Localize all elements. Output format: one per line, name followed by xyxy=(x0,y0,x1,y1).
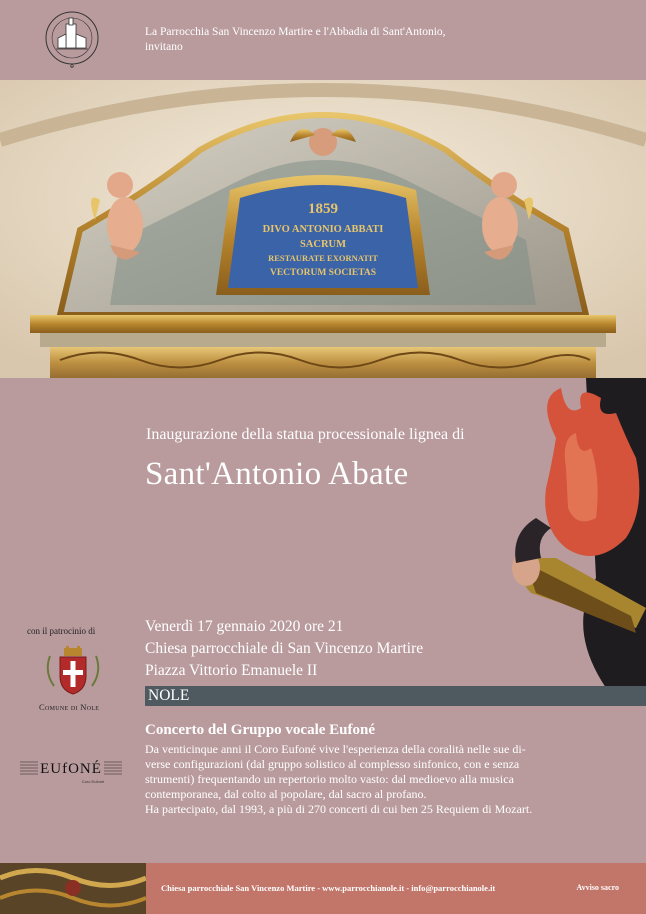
svg-text:✠: ✠ xyxy=(69,65,75,70)
plaque-line-4: VECTORUM SOCIETAS xyxy=(269,268,377,278)
concert-title: Concerto del Gruppo vocale Eufoné xyxy=(145,722,375,738)
statue-illustration xyxy=(506,378,646,688)
concert-description xyxy=(145,742,585,817)
concert-line-5: Ha partecipato, dal 1993, a più di 270 concerti di cui ben 25 Requiem di Mozart. xyxy=(145,802,533,816)
eufone-logo-text: EUfONÉ xyxy=(40,761,102,777)
concert-line-3: strumenti) frequentando un repertorio molto vasto: dal medioevo alla musica xyxy=(145,772,514,786)
footer-bar xyxy=(146,863,646,914)
parish-seal-icon xyxy=(44,8,100,70)
event-subtitle: Inaugurazione della statua processionale lignea di xyxy=(146,426,465,443)
concert-line-4: contemporanea, dal colto al popolare, dal sacro al profano. xyxy=(145,787,427,801)
footer-tag: Avviso sacro xyxy=(576,883,619,892)
event-church: Chiesa parrocchiale di San Vincenzo Martire xyxy=(145,640,424,657)
event-title: Sant'Antonio Abate xyxy=(145,456,409,492)
header xyxy=(0,0,646,80)
comune-name: Comune di Nole xyxy=(39,702,100,712)
concert-line-2: verse configurazioni (dal gruppo solistico al complesso sinfonico, con e senza xyxy=(145,757,520,771)
invitation-text xyxy=(145,25,475,55)
invite-line-1: La Parrocchia San Vincenzo Martire e l'Abbadia di Sant'Antonio, xyxy=(145,26,446,38)
plaque-line-3: RESTAURATE EXORNATIT xyxy=(268,253,378,263)
concert-line-1: Da venticinque anni il Coro Eufoné vive l'esperienza della coralità nelle sue di- xyxy=(145,742,526,756)
patronage-label: con il patrocinio di xyxy=(27,626,96,636)
eufone-logo xyxy=(18,752,124,786)
footer-ornament xyxy=(0,863,146,914)
plaque-line-2: SACRUM xyxy=(299,239,347,250)
comune-crest-icon xyxy=(44,646,102,698)
eufone-logo-sub: Coro Eufoné xyxy=(81,779,105,784)
town-bar xyxy=(145,686,646,706)
plaque-year: 1859 xyxy=(308,201,338,217)
plaque-line-1: DIVO ANTONIO ABBATI xyxy=(262,224,384,235)
town-name: NOLE xyxy=(148,687,190,704)
footer-contact: Chiesa parrocchiale San Vincenzo Martire - www.parrocchianole.it - info@parrocchianole.it xyxy=(161,883,496,893)
event-square: Piazza Vittorio Emanuele II xyxy=(145,662,318,679)
invite-line-2: invitano xyxy=(145,41,183,53)
altar-photo xyxy=(0,80,646,378)
event-date: Venerdì 17 gennaio 2020 ore 21 xyxy=(145,618,344,635)
altar-illustration xyxy=(0,80,646,378)
